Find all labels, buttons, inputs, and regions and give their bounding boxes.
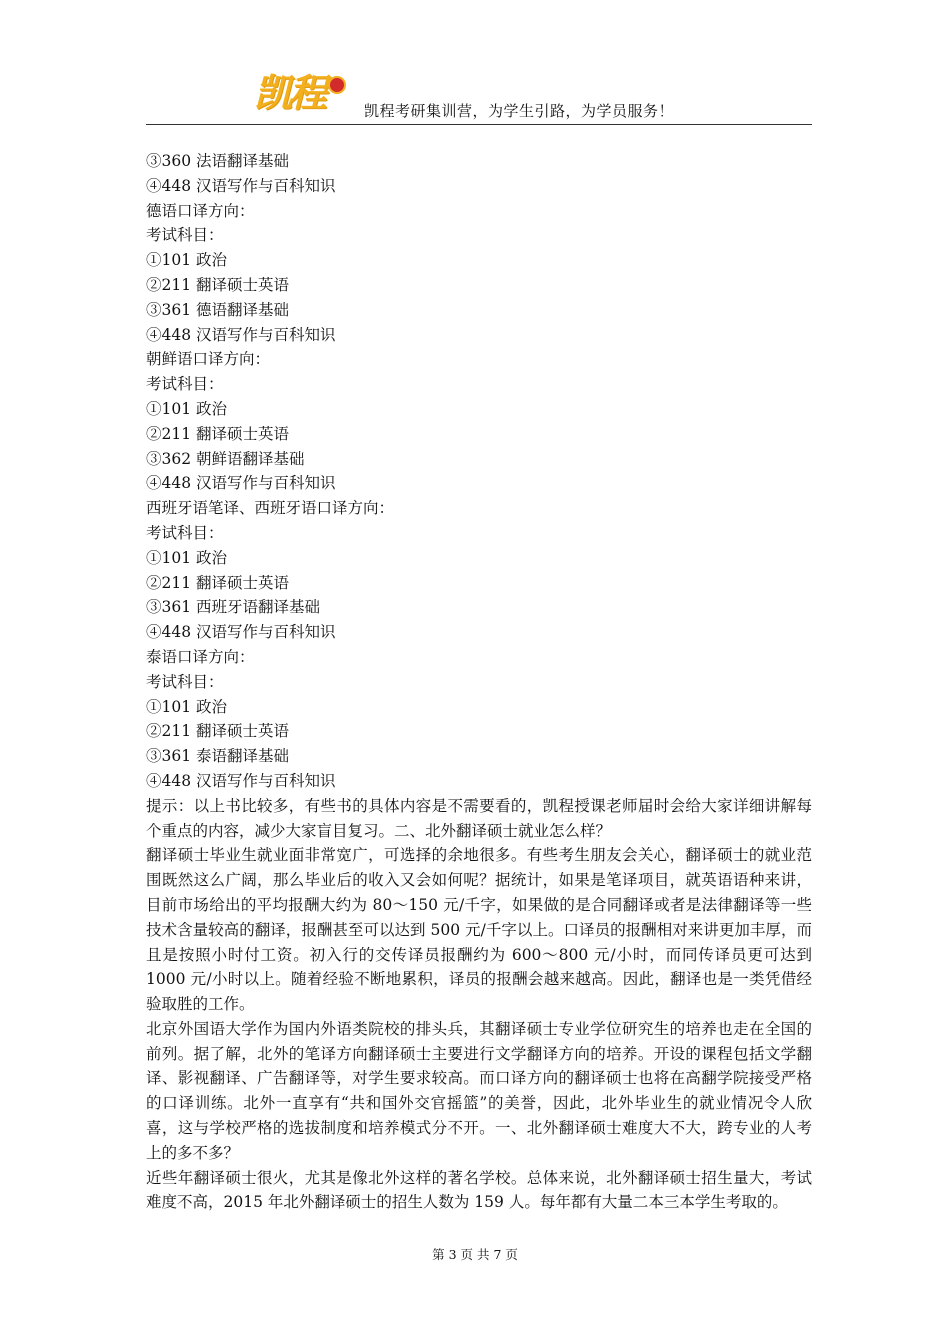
text-line: ④448 汉语写作与百科知识 [146, 771, 336, 790]
logo-dot-icon [328, 76, 346, 94]
page-footer: 第 3 页 共 7 页 [432, 1247, 518, 1262]
text-line: ④448 汉语写作与百科知识 [146, 623, 336, 642]
logo-text: 凯程 [254, 71, 325, 115]
text-line: ④448 汉语写作与百科知识 [146, 176, 336, 195]
text-line: ④448 汉语写作与百科知识 [146, 325, 336, 344]
text-line: ③361 西班牙语翻译基础 [146, 598, 321, 617]
text-line: ①101 政治 [146, 399, 228, 418]
header-slogan: 凯程考研集训营，为学生引路，为学员服务！ [364, 102, 675, 120]
text-line: ①101 政治 [146, 548, 228, 567]
document-body [146, 149, 812, 1215]
paragraph-tip: 提示：以上书比较多，有些书的具体内容是不需要看的，凯程授课老师届时会给大家详细讲解每个重点的内容，减少大家盲目复习。二、北外翻译硕士就业怎么样？ [146, 796, 812, 840]
section-heading: 德语口译方向： [146, 201, 255, 220]
paragraph-employment: 翻译硕士毕业生就业面非常宽广，可选择的余地很多。有些考生朋友会关心，翻译硕士的就业范围既然这么广阔，那么毕业后的收入又会如何呢？据统计，如果是笔译项目，就英语语种来讲，目前市场给出的平均报酬大约为 80～150 元/千字，如果做的是合同翻译或者是法律翻译等一些技术含量较高的翻译，报酬甚至可以达到 500 元/千字以上。口译员的报酬相对来讲更加丰厚，而且是按照小时付工资。初入行的交传译员报酬约为 600～800 元/小时，而同传译员更可达到 1000 元/小时以上。随着经验不断地累积，译员的报酬会越来越高。因此，翻译也是一类凭借经验取胜的工作。 [146, 846, 812, 1014]
section-heading: 泰语口译方向： [146, 647, 255, 666]
text-line: ③361 泰语翻译基础 [146, 747, 290, 766]
paragraph-difficulty: 近些年翻译硕士很火，尤其是像北外这样的著名学校。总体来说，北外翻译硕士招生量大，考试难度不高，2015 年北外翻译硕士的招生人数为 159 人。每年都有大量二本三本学生考取的。 [146, 1168, 812, 1212]
text-line: ②211 翻译硕士英语 [146, 573, 290, 592]
page-header [146, 62, 812, 125]
text-line: ②211 翻译硕士英语 [146, 275, 290, 294]
section-heading: 西班牙语笔译、西班牙语口译方向： [146, 499, 395, 518]
kaicheng-logo [254, 70, 350, 116]
text-line: ②211 翻译硕士英语 [146, 424, 290, 443]
text-line: 考试科目： [146, 375, 224, 394]
text-line: 考试科目： [146, 672, 224, 691]
text-line: ①101 政治 [146, 251, 228, 270]
text-line: ②211 翻译硕士英语 [146, 722, 290, 741]
text-line: 考试科目： [146, 523, 224, 542]
text-line: ④448 汉语写作与百科知识 [146, 474, 336, 493]
text-line: ③360 法语翻译基础 [146, 152, 290, 170]
text-line: ①101 政治 [146, 697, 228, 716]
paragraph-bfsu: 北京外国语大学作为国内外语类院校的排头兵，其翻译硕士专业学位研究生的培养也走在全国的前列。据了解，北外的笔译方向翻译硕士主要进行文学翻译方向的培养。开设的课程包括文学翻译、影视翻译、广告翻译等，对学生要求较高。而口译方向的翻译硕士也将在高翻学院接受严格的口译训练。北外一直享有“共和国外交官摇篮”的美誉，因此，北外毕业生的就业情况令人欣喜，这与学校严格的选拔制度和培养模式分不开。一、北外翻译硕士难度大不大，跨专业的人考上的多不多？ [146, 1019, 812, 1162]
section-heading: 朝鲜语口译方向： [146, 350, 271, 369]
text-line: ③361 德语翻译基础 [146, 300, 290, 319]
text-line: 考试科目： [146, 226, 224, 245]
text-line: ③362 朝鲜语翻译基础 [146, 449, 305, 468]
